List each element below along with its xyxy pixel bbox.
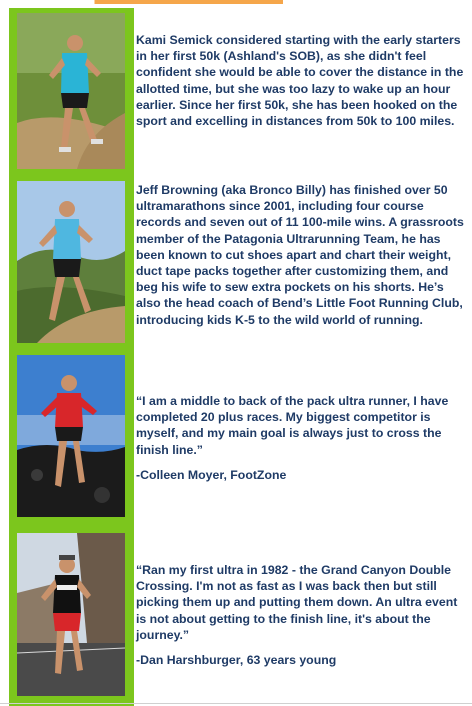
runner-photo-dan-harshburger — [17, 533, 125, 696]
profile-paragraph: Jeff Browning (aka Bronco Billy) has finished over 50 ultramarathons since 2001, including four course records and seven out of 11 100-mile wins. A grassroots member of the Patagonia Ultrarunning Team, he has been known to cut shoes apart and chart their weight, duct tape packs together after customizing them, and beg his wife to sew extra pockets on his shorts. He’s also the head coach of Bend’s Little Foot Running Club, introducing kids K-5 to the wild world of running. — [136, 183, 464, 327]
profile-colleen-moyer — [136, 393, 466, 483]
profile-signature: -Colleen Moyer, FootZone — [136, 467, 287, 482]
bottom-divider — [0, 703, 472, 704]
runner-photo-jeff-browning — [17, 181, 125, 343]
runner-photo-kami-semick — [17, 13, 125, 169]
profile-jeff-browning — [136, 182, 466, 328]
profile-paragraph: Kami Semick considered starting with the early starters in her first 50k (Ashland's SOB), as she didn't feel confident she would be able to cover the distance in the allotted time, but she was too lazy to wake up an hour earlier. Since her first 50k, she has been hooked on the sport and excelling in distances from 50k to 100 miles. — [136, 33, 464, 129]
profile-kami-semick — [136, 32, 466, 129]
profile-quote: “I am a middle to back of the pack ultra runner, I have completed 20 plus races. My biggest competitor is myself, and my main goal is always just to cross the finish line.” — [136, 394, 449, 457]
top-accent-border — [0, 0, 472, 4]
profile-dan-harshburger — [136, 562, 466, 668]
runner-photo-colleen-moyer — [17, 355, 125, 517]
profile-quote: “Ran my first ultra in 1982 - the Grand Canyon Double Crossing. I'm not as fast as I was back then but still picking them up and putting them down. An ultra event is not about getting to the finish line, it's about the journey.” — [136, 563, 458, 642]
profile-signature: -Dan Harshburger, 63 years young — [136, 653, 337, 668]
